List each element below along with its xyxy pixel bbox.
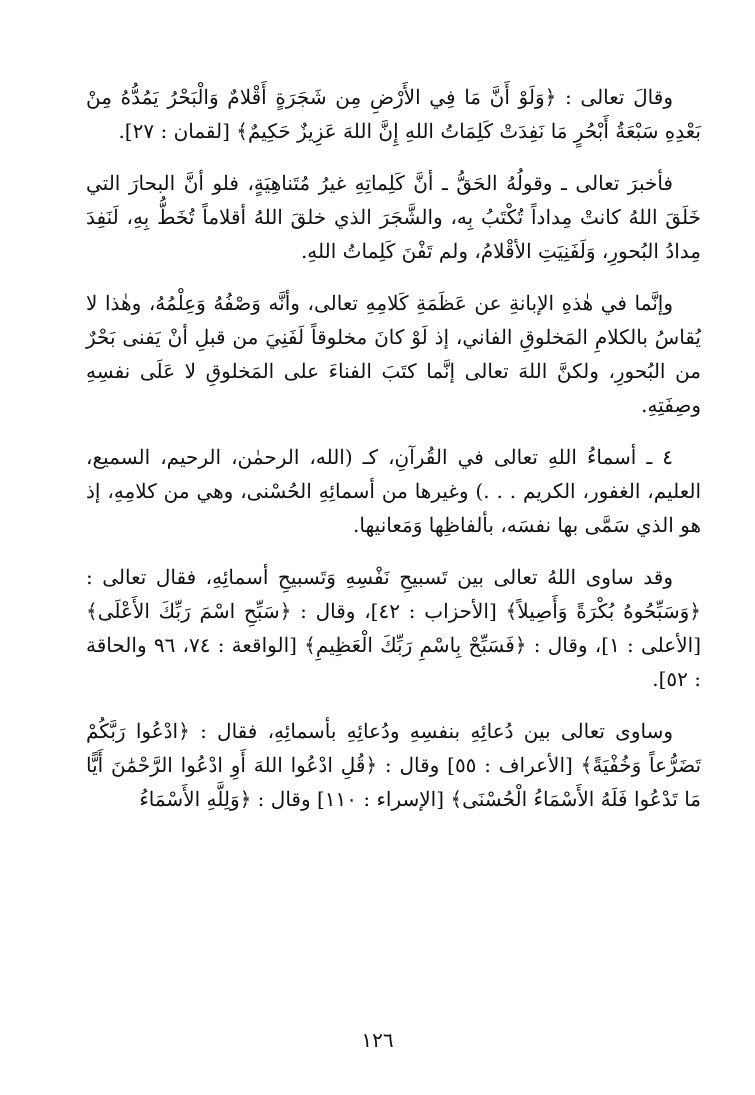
paragraph-luqman-verse: وقالَ تعالى : ﴿وَلَوْ أَنَّ مَا فِي الأَرْضِ مِن شَجَرَةٍ أَقْلامٌ وَالْبَحْرُ يَمُدُّهُ مِنْ بَعْدِهِ سَبْعَةُ أَبْحُرٍ مَا نَفِدَتْ كَلِمَاتُ اللهِ إِنَّ اللهَ عَزِيزٌ حَكِيمٌ﴾ [لقمان : ٢٧]. bbox=[86, 85, 701, 143]
paragraph-greatness-of-speech: وإنَّما في هٰذهِ الإبانةِ عن عَظَمَةِ كَلامِهِ تعالى، وأنَّه وَصْفُهُ وَعِلْمُهُ، وهٰذا لا يُقاسُ بالكلامِ المَخلوقِ الفاني، إذ لَوْ كانَ مخلوقاً لَفَنِيَ من قبلِ أنْ يَفنى بَحْرٌ من البُحورِ، ولكنَّ اللهَ تعالى إنَّما كتَبَ الفناءَ على المَخلوقِ لا عَلَى نفسِهِ وصِفَتِهِ. bbox=[86, 291, 701, 417]
paragraph-infinite-words: فأخبرَ تعالى ـ وقولُهُ الحَقُّ ـ أنَّ كَلِماتِهِ غيرُ مُتَناهِيَةٍ، فلو أنَّ البحارَ التي خَلَقَ اللهُ كانتْ مِداداً تُكْتَبُ بِه، والشَّجَرَ الذي خلقَ اللهُ أقلاماً تُخَطُّ بِهِ، لَنَفِدَ مِدادُ البُحورِ، وَلَفَنِيَتِ الأقْلامُ، ولم تَفْنَ كَلِماتُ اللهِ. bbox=[86, 171, 701, 263]
page-body bbox=[86, 80, 701, 834]
paragraph-glorification: وقد ساوى اللهُ تعالى بين تَسبيحِ نَفْسِهِ وَتَسبيحِ أسمائِهِ، فقال تعالى : ﴿وَسَبِّحُوهُ بُكْرَةً وَأَصِيلاً﴾ [الأحزاب : ٤٢]، وقال : ﴿سَبِّحِ اسْمَ رَبِّكَ الأَعْلَى﴾ [الأعلى : ١]، وقال : ﴿فَسَبِّحْ بِاسْمِ رَبِّكَ الْعَظِيمِ﴾ [الواقعة : ٧٤، ٩٦ والحاقة : ٥٢]. bbox=[86, 565, 702, 691]
paragraph-names-of-allah: ٤ ـ أسماءُ اللهِ تعالى في القُرآنِ، كـ (الله، الرحمٰن، الرحيم، السميع، العليم، الغفور، الكريم . . .) وغيرها من أسمائِهِ الحُسْنى، وهي من كلامِهِ، إذ هو الذي سَمَّى بها نفسَه، بألفاظِها وَمَعانيها. bbox=[86, 445, 701, 537]
paragraph-supplication: وساوى تعالى بين دُعائِهِ بنفسِهِ ودُعائِهِ بأسمائِهِ، فقال : ﴿ادْعُوا رَبَّكُمْ تَضَرُّعاً وَخُفْيَةً﴾ [الأعراف : ٥٥] وقال : ﴿قُلِ ادْعُوا اللهَ أَوِ ادْعُوا الرَّحْمَٰنَ أَيًّا مَا تَدْعُوا فَلَهُ الأَسْمَاءُ الْحُسْنَى﴾ [الإسراء : ١١٠] وقال : ﴿وَلِلَّهِ الأَسْمَاءُ bbox=[86, 719, 702, 811]
page-number: ١٢٦ bbox=[361, 1028, 394, 1052]
